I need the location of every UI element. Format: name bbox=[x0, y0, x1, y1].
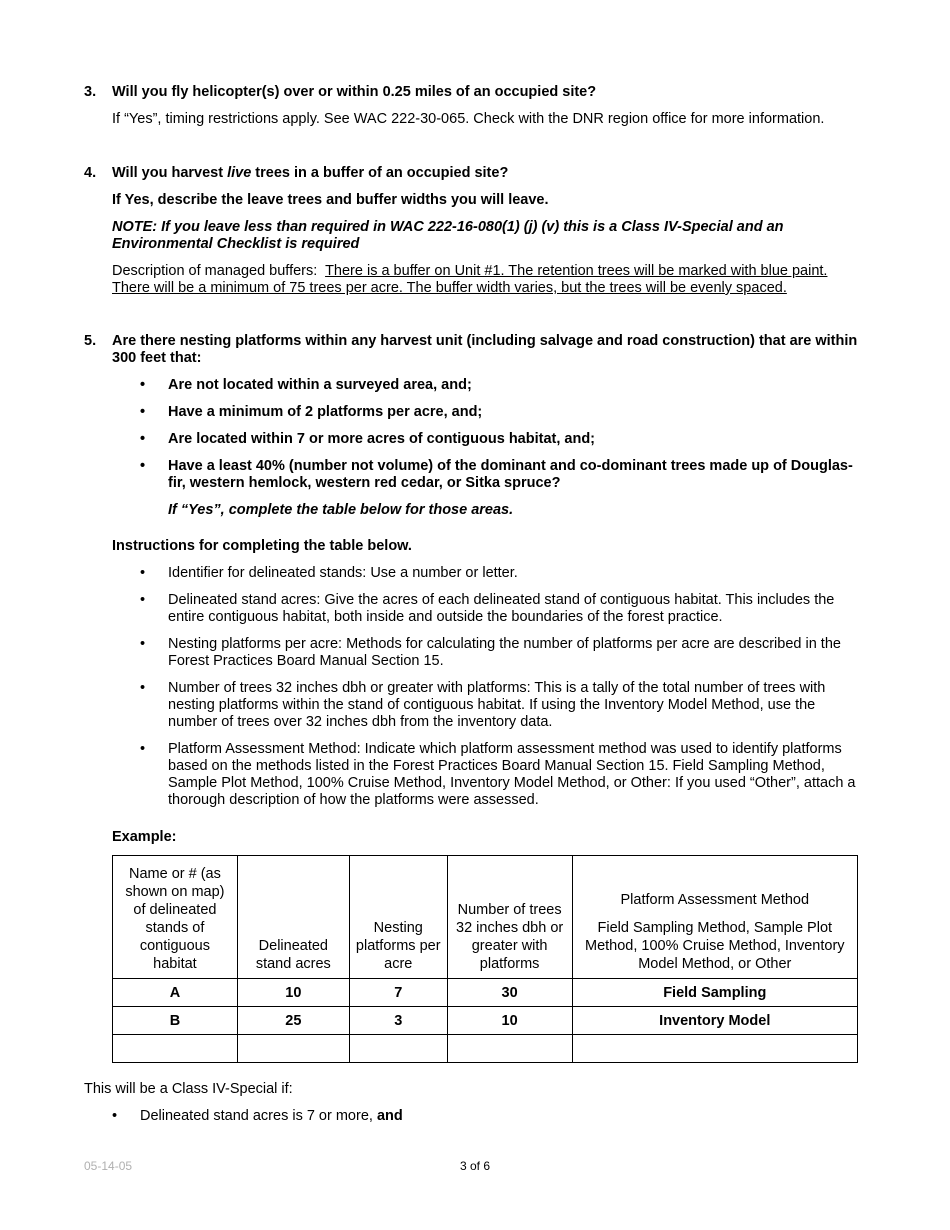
question-number: 5. bbox=[84, 333, 97, 349]
list-item: • Are located within 7 or more acres of contiguous habitat, and; bbox=[140, 431, 864, 448]
list-item: • Have a minimum of 2 platforms per acre, and; bbox=[140, 404, 864, 421]
list-item: • Platform Assessment Method: Indicate which platform assessment method was used to identify platforms based on the methods listed in the Forest Practices Board Manual Section 15. Field Sampling Method, Sample Plot Method, 100% Cruise Method, Inventory Model Method, or Other: If you used “Other”, attach a thorough description of how the platforms were assessed. bbox=[140, 741, 862, 809]
criteria-list bbox=[140, 377, 864, 492]
header-assessment-method bbox=[572, 856, 857, 979]
table-cell bbox=[572, 1035, 857, 1063]
list-item: • Nesting platforms per acre: Methods for calculating the number of platforms per acre are described in the Forest Practices Board Manual Section 15. bbox=[140, 636, 862, 670]
managed-buffers-value: There is a buffer on Unit #1. The retention trees will be marked with blue paint. There will be a minimum of 75 trees per acre. The buffer width varies, but the trees will be evenly spaced. bbox=[112, 263, 828, 296]
table-row bbox=[113, 1007, 858, 1035]
table-cell bbox=[447, 1035, 572, 1063]
table-cell: 25 bbox=[237, 1007, 349, 1035]
question-text: Will you harvest live trees in a buffer of an occupied site? bbox=[112, 165, 509, 181]
question-subtext: If Yes, describe the leave trees and buffer widths you will leave. bbox=[112, 192, 549, 208]
question-4 bbox=[84, 165, 864, 297]
list-item: • Delineated stand acres is 7 or more, and bbox=[112, 1108, 862, 1125]
question-note: NOTE: If you leave less than required in WAC 222-16-080(1) (j) (v) this is a Class IV-Special and an Environmental Checklist is required bbox=[112, 219, 784, 252]
table-row bbox=[113, 979, 858, 1007]
table-cell: B bbox=[113, 1007, 238, 1035]
table-cell: 3 bbox=[349, 1007, 447, 1035]
question-text: Will you fly helicopter(s) over or within 0.25 miles of an occupied site? bbox=[112, 84, 597, 100]
header-stand-acres: Delineated stand acres bbox=[237, 856, 349, 979]
table-cell: A bbox=[113, 979, 238, 1007]
table-cell bbox=[237, 1035, 349, 1063]
class-iv-list bbox=[112, 1108, 862, 1125]
table-header-row bbox=[113, 856, 858, 979]
question-5 bbox=[84, 333, 864, 519]
header-trees-with-platforms: Number of trees 32 inches dbh or greater with platforms bbox=[447, 856, 572, 979]
managed-buffers-description: Description of managed buffers: There is a buffer on Unit #1. The retention trees will be marked with blue paint. There will be a minimum of 75 trees per acre. The buffer width varies, but the trees will be evenly spaced. bbox=[112, 263, 828, 296]
question-number: 4. bbox=[84, 165, 97, 181]
list-item: • Are not located within a surveyed area, and; bbox=[140, 377, 864, 394]
list-item: • Delineated stand acres: Give the acres of each delineated stand of contiguous habitat. This includes the entire contiguous habitat, both inside and outside the boundaries of the forest practice. bbox=[140, 592, 862, 626]
assessment-method-options: Field Sampling Method, Sample Plot Method, 100% Cruise Method, Inventory Model Method, or Other bbox=[585, 920, 845, 972]
class-iv-intro: This will be a Class IV-Special if: bbox=[84, 1081, 293, 1097]
question-3 bbox=[84, 84, 864, 128]
table-cell: 30 bbox=[447, 979, 572, 1007]
list-item: • Identifier for delineated stands: Use a number or letter. bbox=[140, 565, 862, 582]
assessment-method-title: Platform Assessment Method bbox=[620, 892, 810, 908]
list-item: • Have a least 40% (number not volume) of the dominant and co-dominant trees made up of Douglas-fir, western hemlock, western red cedar, or Sitka spruce? bbox=[140, 458, 864, 492]
header-stand-name: Name or # (as shown on map) of delineated stands of contiguous habitat bbox=[113, 856, 238, 979]
if-yes-note: If “Yes”, complete the table below for those areas. bbox=[168, 502, 514, 518]
list-item: • Number of trees 32 inches dbh or greater with platforms: This is a tally of the total number of trees with nesting platforms within the stand of contiguous habitat. If using the Inventory Model Method, use the number of trees over 32 inches dbh from the inventory data. bbox=[140, 680, 862, 731]
question-note: If “Yes”, timing restrictions apply. See WAC 222-30-065. Check with the DNR region office for more information. bbox=[112, 111, 825, 127]
table-cell: Inventory Model bbox=[572, 1007, 857, 1035]
table-cell bbox=[349, 1035, 447, 1063]
instructions-section bbox=[112, 538, 862, 809]
page-number: 3 of 6 bbox=[459, 1159, 491, 1173]
table-cell: 7 bbox=[349, 979, 447, 1007]
instructions-heading: Instructions for completing the table below. bbox=[112, 538, 412, 554]
table-cell: Field Sampling bbox=[572, 979, 857, 1007]
table-row bbox=[113, 1035, 858, 1063]
question-number: 3. bbox=[84, 84, 97, 100]
table-cell: 10 bbox=[447, 1007, 572, 1035]
footer-date: 05-14-05 bbox=[84, 1159, 133, 1173]
instructions-list bbox=[140, 565, 862, 809]
example-table bbox=[112, 855, 858, 1063]
question-text: Are there nesting platforms within any harvest unit (including salvage and road construction) that are within 300 feet that: bbox=[112, 333, 858, 366]
example-label: Example: bbox=[112, 829, 177, 845]
table-cell bbox=[113, 1035, 238, 1063]
table-cell: 10 bbox=[237, 979, 349, 1007]
header-platforms-per-acre: Nesting platforms per acre bbox=[349, 856, 447, 979]
